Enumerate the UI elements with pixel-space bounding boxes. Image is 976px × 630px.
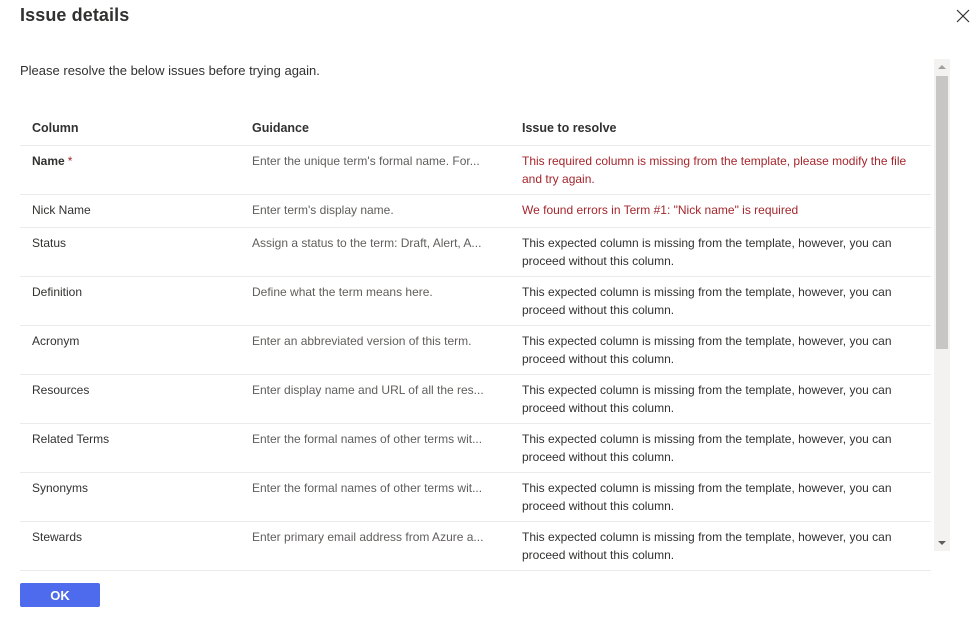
column-header-guidance: Guidance bbox=[252, 120, 309, 135]
row-column-name: Status bbox=[32, 236, 67, 250]
table-row bbox=[20, 473, 931, 522]
row-column-name: Definition bbox=[32, 285, 83, 299]
caret-up-icon bbox=[938, 64, 946, 70]
issues-table-scroll-area[interactable] bbox=[20, 110, 931, 562]
row-guidance: Enter the formal names of other terms wit... bbox=[252, 481, 483, 495]
issues-table bbox=[20, 110, 931, 571]
row-guidance: Enter the formal names of other terms wit... bbox=[252, 432, 483, 446]
row-column-name: Synonyms bbox=[32, 481, 89, 495]
close-button[interactable] bbox=[953, 6, 973, 26]
row-guidance: Enter primary email address from Azure a... bbox=[252, 530, 484, 544]
table-row bbox=[20, 195, 931, 228]
table-row bbox=[20, 326, 931, 375]
table-row bbox=[20, 424, 931, 473]
close-icon bbox=[956, 9, 970, 23]
row-issue: This expected column is missing from the template, however, you can proceed without this column. bbox=[522, 236, 892, 268]
row-column-name: Nick Name bbox=[32, 203, 91, 217]
table-header-row bbox=[20, 110, 931, 146]
scroll-down-button[interactable] bbox=[934, 535, 950, 551]
row-issue: This expected column is missing from the template, however, you can proceed without this column. bbox=[522, 285, 892, 317]
row-issue: This required column is missing from the template, please modify the file and try again. bbox=[522, 154, 907, 186]
row-guidance: Enter the unique term's formal name. For... bbox=[252, 154, 480, 168]
row-issue: We found errors in Term #1: "Nick name" is required bbox=[522, 203, 799, 217]
row-issue: This expected column is missing from the template, however, you can proceed without this column. bbox=[522, 530, 892, 562]
row-guidance: Enter an abbreviated version of this term. bbox=[252, 334, 472, 348]
table-row bbox=[20, 277, 931, 326]
column-header-column: Column bbox=[32, 120, 79, 135]
table-row bbox=[20, 228, 931, 277]
column-header-issue: Issue to resolve bbox=[522, 120, 617, 135]
row-column-name: Stewards bbox=[32, 530, 83, 544]
row-column-name bbox=[20, 152, 252, 188]
required-marker: * bbox=[67, 154, 73, 168]
table-row bbox=[20, 375, 931, 424]
scrollbar-thumb[interactable] bbox=[936, 76, 948, 349]
row-issue: This expected column is missing from the template, however, you can proceed without this column. bbox=[522, 432, 892, 464]
row-guidance: Enter term's display name. bbox=[252, 203, 394, 217]
vertical-scrollbar[interactable] bbox=[934, 59, 950, 551]
row-column-name: Related Terms bbox=[32, 432, 110, 446]
row-issue: This expected column is missing from the template, however, you can proceed without this column. bbox=[522, 481, 892, 513]
row-issue: This expected column is missing from the template, however, you can proceed without this column. bbox=[522, 383, 892, 415]
row-column-label: Name bbox=[32, 154, 65, 168]
dialog-title: Issue details bbox=[20, 5, 130, 25]
row-column-name: Acronym bbox=[32, 334, 80, 348]
row-guidance: Enter display name and URL of all the res... bbox=[252, 383, 484, 397]
row-guidance: Assign a status to the term: Draft, Alert, A... bbox=[252, 236, 482, 250]
scroll-up-button[interactable] bbox=[934, 59, 950, 75]
ok-button[interactable]: OK bbox=[20, 583, 100, 607]
dialog-subtitle: Please resolve the below issues before trying again. bbox=[20, 63, 320, 78]
caret-down-icon bbox=[938, 540, 946, 546]
row-guidance: Define what the term means here. bbox=[252, 285, 433, 299]
row-column-name: Resources bbox=[32, 383, 90, 397]
row-issue: This expected column is missing from the template, however, you can proceed without this column. bbox=[522, 334, 892, 366]
table-row bbox=[20, 522, 931, 571]
table-row bbox=[20, 146, 931, 195]
